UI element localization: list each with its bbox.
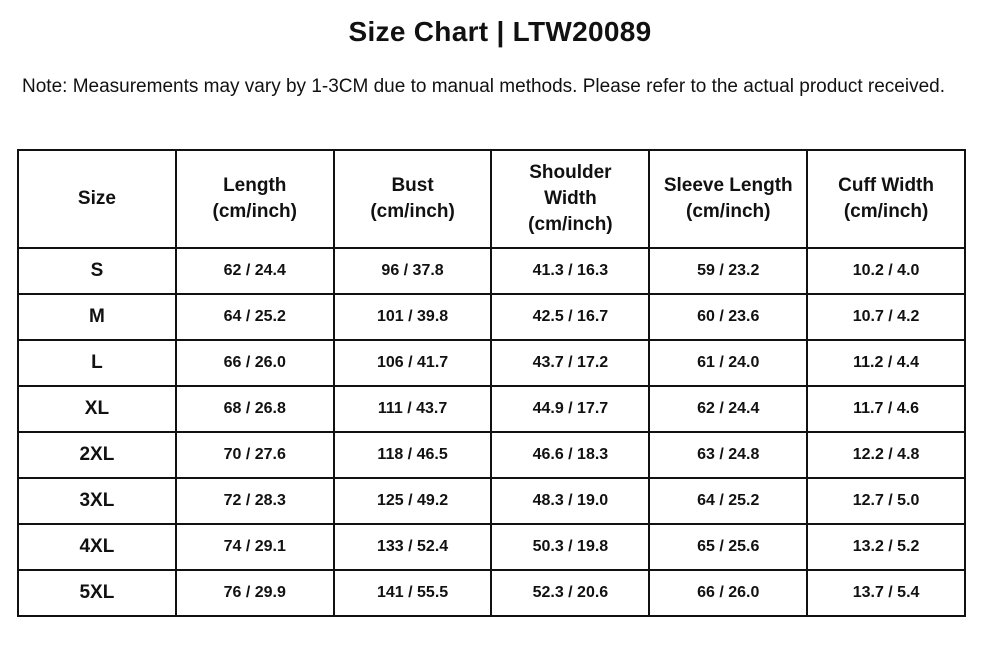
measurement-cell: 43.7 / 17.2 <box>491 340 649 386</box>
measurement-cell: 106 / 41.7 <box>334 340 492 386</box>
column-header-line: Shoulder <box>529 162 612 183</box>
table-row <box>18 386 965 432</box>
measurement-cell: 96 / 37.8 <box>334 248 492 294</box>
measurement-cell: 118 / 46.5 <box>334 432 492 478</box>
measurement-cell: 66 / 26.0 <box>649 570 807 616</box>
measurement-cell: 62 / 24.4 <box>649 386 807 432</box>
measurement-cell: 46.6 / 18.3 <box>491 432 649 478</box>
column-header-line: (cm/inch) <box>843 201 929 222</box>
column-header-line: (cm/inch) <box>370 201 455 222</box>
column-header-line: Sleeve Length <box>663 175 793 196</box>
column-header <box>807 150 965 248</box>
measurement-cell: 111 / 43.7 <box>334 386 492 432</box>
measurement-cell: 64 / 25.2 <box>176 294 334 340</box>
measurement-cell: 59 / 23.2 <box>649 248 807 294</box>
measurement-note: Note: Measurements may vary by 1-3CM due to manual methods. Please refer to the actual product received. <box>22 76 946 97</box>
table-row <box>18 524 965 570</box>
column-header-line: Length <box>223 175 287 196</box>
table-header <box>18 150 965 248</box>
measurement-cell: 41.3 / 16.3 <box>491 248 649 294</box>
measurement-cell: 74 / 29.1 <box>176 524 334 570</box>
measurement-cell: 68 / 26.8 <box>176 386 334 432</box>
page-title: Size Chart | LTW20089 <box>348 16 652 47</box>
column-header-line: Size <box>77 188 116 209</box>
measurement-cell: 11.7 / 4.6 <box>807 386 965 432</box>
measurement-cell: 44.9 / 17.7 <box>491 386 649 432</box>
size-cell: 2XL <box>18 432 176 478</box>
size-cell: 4XL <box>18 524 176 570</box>
measurement-cell: 42.5 / 16.7 <box>491 294 649 340</box>
column-header <box>491 150 649 248</box>
column-header-line: Cuff Width <box>838 175 934 196</box>
measurement-cell: 66 / 26.0 <box>176 340 334 386</box>
measurement-cell: 10.7 / 4.2 <box>807 294 965 340</box>
size-cell: L <box>18 340 176 386</box>
column-header <box>18 150 176 248</box>
measurement-cell: 50.3 / 19.8 <box>491 524 649 570</box>
column-header-line: (cm/inch) <box>686 201 771 222</box>
column-header-line: (cm/inch) <box>212 201 297 222</box>
table-row <box>18 340 965 386</box>
size-chart-table <box>17 149 966 617</box>
table-row <box>18 478 965 524</box>
column-header-line: (cm/inch) <box>528 214 613 235</box>
measurement-cell: 52.3 / 20.6 <box>491 570 649 616</box>
table-row <box>18 432 965 478</box>
table-body <box>18 248 965 616</box>
measurement-cell: 62 / 24.4 <box>176 248 334 294</box>
column-header <box>176 150 334 248</box>
measurement-cell: 101 / 39.8 <box>334 294 492 340</box>
measurement-cell: 12.2 / 4.8 <box>807 432 965 478</box>
column-header-line: Bust <box>391 175 434 196</box>
table-row <box>18 570 965 616</box>
size-cell: XL <box>18 386 176 432</box>
measurement-cell: 72 / 28.3 <box>176 478 334 524</box>
measurement-cell: 10.2 / 4.0 <box>807 248 965 294</box>
measurement-cell: 125 / 49.2 <box>334 478 492 524</box>
column-header-line: Width <box>544 188 597 209</box>
measurement-cell: 60 / 23.6 <box>649 294 807 340</box>
size-cell: S <box>18 248 176 294</box>
column-header <box>334 150 492 248</box>
measurement-cell: 13.7 / 5.4 <box>807 570 965 616</box>
measurement-cell: 63 / 24.8 <box>649 432 807 478</box>
table-row <box>18 248 965 294</box>
measurement-cell: 11.2 / 4.4 <box>807 340 965 386</box>
table-row <box>18 294 965 340</box>
measurement-cell: 141 / 55.5 <box>334 570 492 616</box>
measurement-cell: 64 / 25.2 <box>649 478 807 524</box>
measurement-cell: 13.2 / 5.2 <box>807 524 965 570</box>
measurement-cell: 133 / 52.4 <box>334 524 492 570</box>
size-cell: 3XL <box>18 478 176 524</box>
measurement-cell: 12.7 / 5.0 <box>807 478 965 524</box>
measurement-cell: 70 / 27.6 <box>176 432 334 478</box>
size-cell: 5XL <box>18 570 176 616</box>
measurement-cell: 76 / 29.9 <box>176 570 334 616</box>
column-header <box>649 150 807 248</box>
header-row <box>18 150 965 248</box>
measurement-cell: 48.3 / 19.0 <box>491 478 649 524</box>
measurement-cell: 61 / 24.0 <box>649 340 807 386</box>
size-cell: M <box>18 294 176 340</box>
measurement-cell: 65 / 25.6 <box>649 524 807 570</box>
